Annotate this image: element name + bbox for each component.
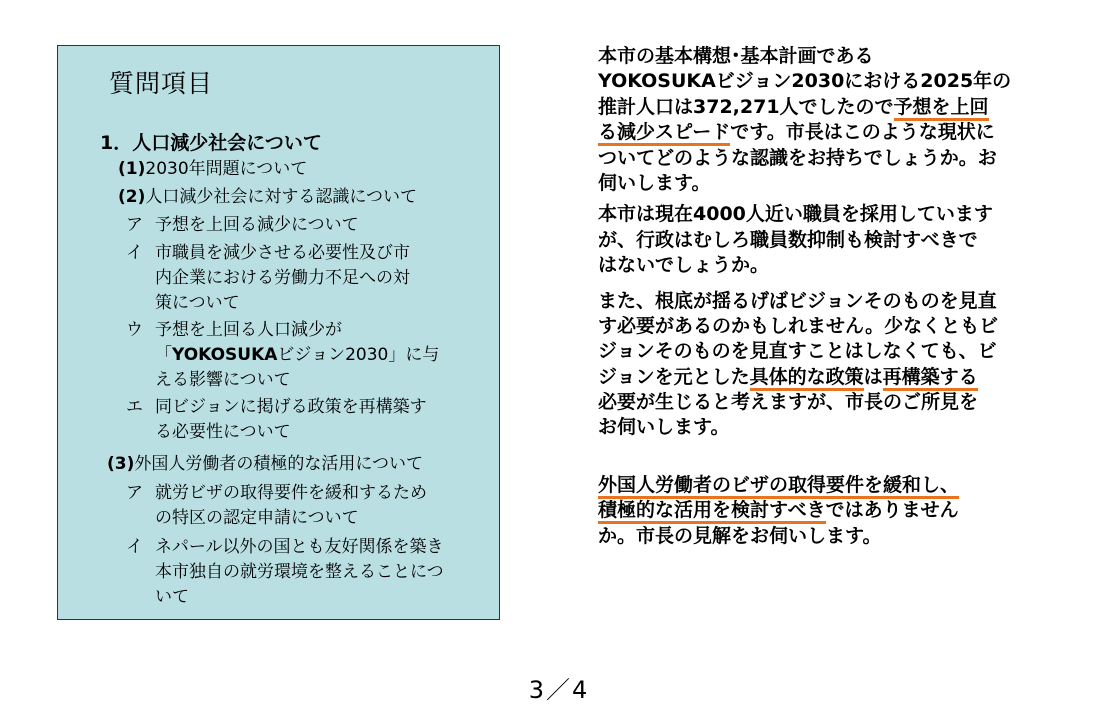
p3-line-4-plain: ジョンを元とした (598, 365, 750, 388)
item-i2-line-1: ネパール以外の国とも友好関係を築き (155, 537, 444, 557)
p2-line-3: はないでしょうか。 (598, 254, 770, 277)
item-i2-line-3: いて (155, 587, 189, 607)
item-i-line-3: 策について (155, 293, 240, 313)
p1-line-3-plain: 推計人口は372,271人でしたので (598, 95, 894, 118)
section-2-text: 人口減少社会に対する認識について (145, 187, 418, 207)
item-u-line-3: える影響について (155, 370, 291, 390)
item-a-line-1: 予想を上回る減少について (155, 215, 359, 235)
item-a2-line-2: の特区の認定申請について (155, 508, 359, 528)
p4-underline-relax-visa: 外国人労働者のビザの取得要件を緩和し、 (598, 474, 959, 499)
p1-line-4-plain: です。市長はこのような現状に (730, 121, 995, 144)
p4-line-1 (598, 473, 1068, 498)
p3-line-1: また、根底が揺るげばビジョンそのものを見直 (598, 289, 997, 312)
p4-underline-consider-use: 積極的な活用を検討すべき (598, 499, 826, 524)
question-items-box (57, 45, 500, 620)
p3-line-4-particle: は (863, 365, 883, 388)
box-title: 質問項目 (109, 69, 214, 98)
paragraph-2 (598, 202, 1068, 278)
paragraph-1 (598, 44, 1068, 196)
p3-underline-specific-policy: 具体的な政策 (750, 366, 864, 391)
item-e-line-2: る必要性について (155, 422, 291, 442)
item-e-line-1: 同ビジョンに掲げる政策を再構築す (155, 397, 427, 417)
section-2 (118, 186, 417, 208)
p3-line-2: す必要があるのかもしれません。少なくともビ (598, 314, 999, 337)
section-2-number: (2) (118, 187, 146, 207)
p1-line-1: 本市の基本構想･基本計画である (598, 45, 874, 67)
item-i-line-1: 市職員を減少させる必要性及び市 (155, 243, 410, 263)
explanation-text (598, 44, 1068, 549)
p1-line-3 (598, 95, 1068, 120)
paragraph-4 (598, 473, 1068, 549)
item-a2-mark: ア (126, 483, 143, 503)
p1-underline-decline-speed: る減少スピード (598, 121, 730, 146)
p4-line-2 (598, 498, 1068, 523)
section-1 (118, 158, 307, 180)
p4-line-3: か。市長の見解をお伺いします。 (598, 524, 882, 547)
item-u-bracket: 「 (155, 345, 172, 365)
p1-line-5: ついてどのような認識をお持ちでしょうか。お (598, 146, 997, 169)
p4-line-2-plain: ではありません (825, 499, 959, 522)
section-3-text: 外国人労働者の積極的な活用について (134, 454, 424, 474)
section-1-number: (1) (118, 159, 146, 179)
p3-line-3: ジョンそのものを見直すことはしなくても、ビ (598, 340, 997, 363)
p2-line-2: が、行政はむしろ職員数抑制も検討すべきで (598, 228, 978, 251)
heading-1: 1．人口減少社会について (100, 132, 322, 154)
item-i2-line-2: 本市独自の就労環境を整えることにつ (155, 562, 444, 582)
item-u-line-2 (155, 344, 439, 366)
item-a2-line-1: 就労ビザの取得要件を緩和するため (155, 483, 427, 503)
p3-line-4 (598, 365, 1068, 390)
section-3-number: (3) (107, 454, 135, 474)
item-i-line-2: 内企業における労働力不足への対 (155, 268, 410, 288)
item-i2-mark: イ (126, 537, 143, 557)
item-u-yokosuka: YOKOSUKA (172, 345, 278, 365)
p3-line-5: 必要が生じると考えますが、市長のご所見を (598, 391, 979, 414)
p1-underline-faster-than-expected: 予想を上回 (894, 96, 989, 121)
section-3 (107, 453, 423, 475)
p1-line-4 (598, 120, 1068, 145)
p3-underline-rebuild: 再構築する (883, 366, 978, 391)
p3-line-6: お伺いします。 (598, 416, 730, 439)
p2-line-1: 本市は現在4000人近い職員を採用しています (598, 203, 993, 226)
page-number: 3／4 (528, 676, 590, 704)
item-u-vision: ビジョン2030」に与 (277, 345, 440, 365)
item-u-mark: ウ (126, 320, 143, 340)
paragraph-3 (598, 289, 1068, 441)
item-u-line-1: 予想を上回る人口減少が (155, 320, 342, 340)
p1-line-2: YOKOSUKAビジョン2030における2025年の (598, 70, 1012, 93)
section-1-text: 2030年問題について (145, 159, 308, 179)
item-e-mark: エ (126, 397, 143, 417)
item-i-mark: イ (126, 243, 143, 263)
p1-line-6: 伺いします。 (598, 171, 711, 194)
item-a-mark: ア (126, 215, 143, 235)
